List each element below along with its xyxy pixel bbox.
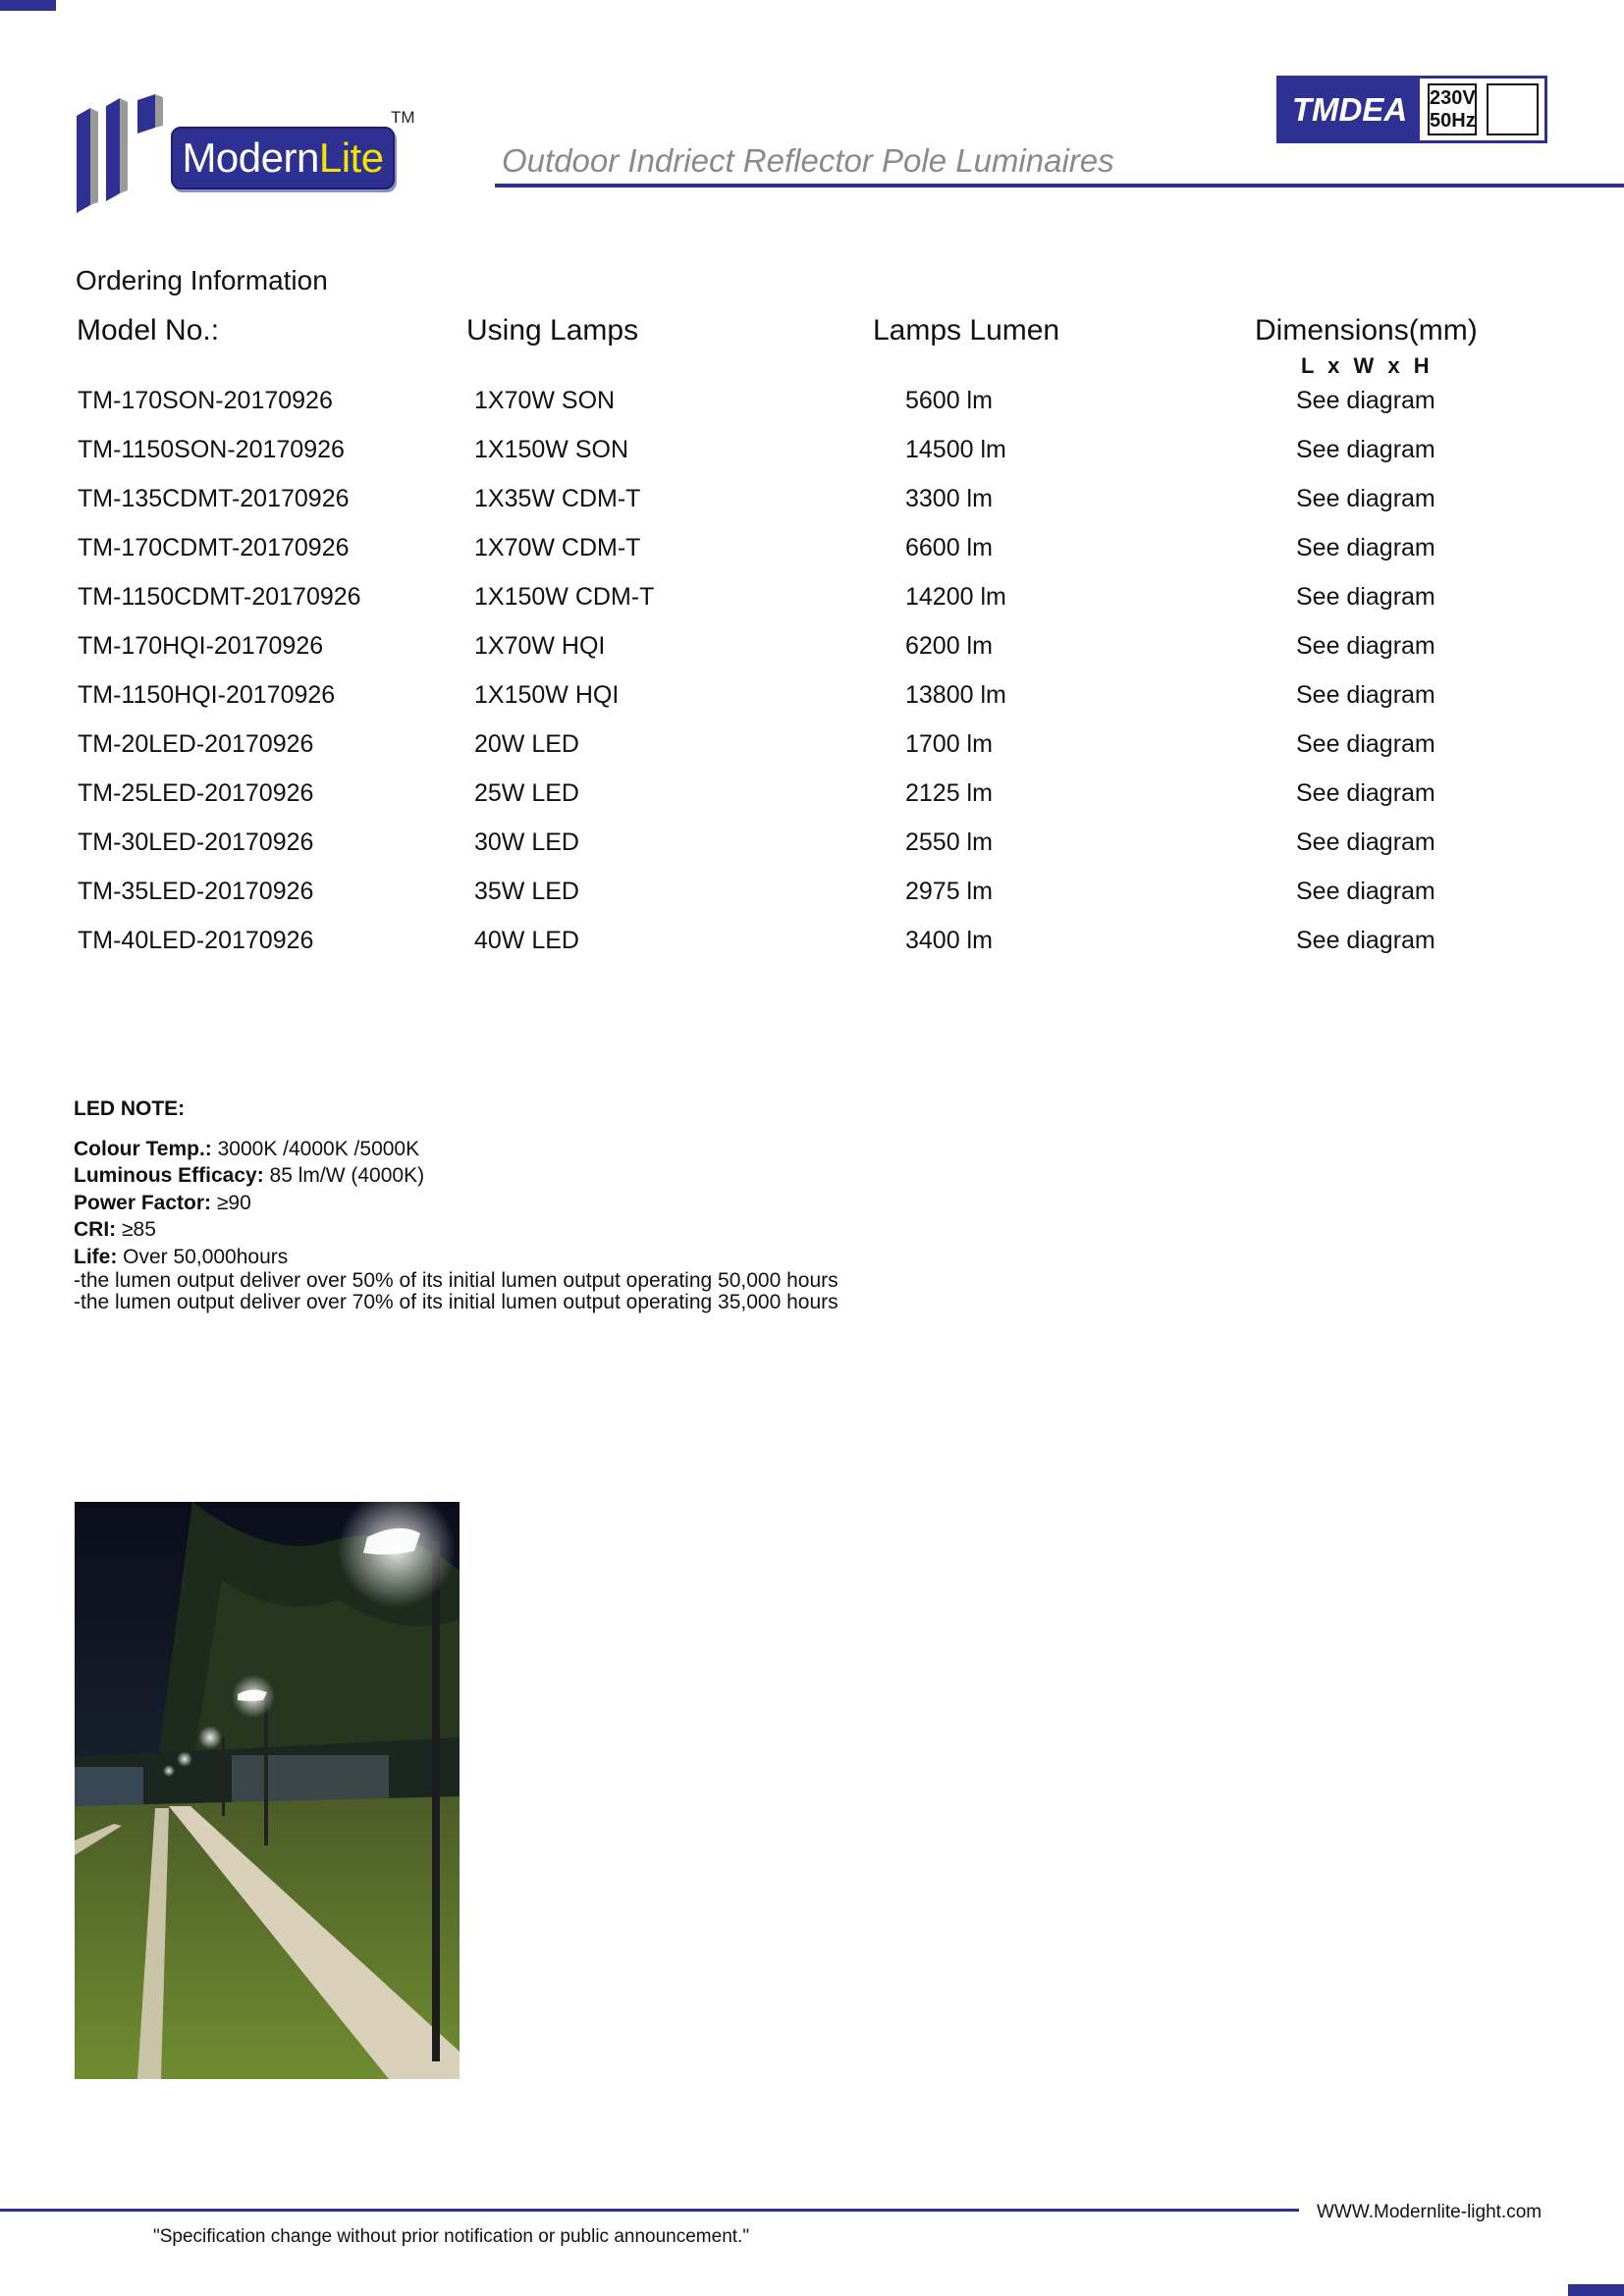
logo-mark-icon (75, 94, 183, 217)
spec-value: ≥85 (116, 1218, 156, 1241)
model-cell: TM-20LED-20170926 (78, 730, 314, 758)
lumen-cell: 2975 lm (905, 878, 993, 905)
spec-line (74, 1162, 839, 1190)
lumen-cell: 14500 lm (905, 436, 1006, 463)
voltage-line1: 230V (1430, 87, 1476, 109)
lamp-cell: 1X70W HQI (474, 632, 606, 660)
spec-label: Colour Temp.: (74, 1137, 212, 1160)
spec-label: Life: (74, 1245, 118, 1268)
note-line: -the lumen output deliver over 50% of its initial lumen output operating 50,000 hours (74, 1269, 839, 1292)
footer-divider (0, 2209, 1299, 2212)
lumen-cell: 6600 lm (905, 534, 993, 561)
header-divider (495, 184, 1624, 187)
dimensions-cell: See diagram (1296, 878, 1435, 905)
spec-value: Over 50,000hours (117, 1245, 289, 1268)
spec-label: Power Factor: (74, 1191, 212, 1214)
footer-disclaimer: "Specification change without prior notification or public announcement." (153, 2226, 750, 2247)
model-cell: TM-170SON-20170926 (78, 387, 333, 414)
table-row (0, 381, 1624, 430)
dimensions-subheader: L x W x H (1301, 353, 1431, 378)
lamp-cell: 1X35W CDM-T (474, 485, 641, 512)
header-dimensions: Dimensions(mm) (1255, 314, 1478, 347)
certification-box (1487, 83, 1539, 135)
table-row (0, 577, 1624, 626)
table-row (0, 872, 1624, 921)
ordering-table (0, 381, 1624, 970)
dimensions-cell: See diagram (1296, 583, 1435, 611)
table-row (0, 774, 1624, 823)
lumen-cell: 6200 lm (905, 632, 993, 660)
spec-line (74, 1190, 839, 1217)
table-row (0, 724, 1624, 774)
brand-logo (75, 94, 428, 217)
note-line: -the lumen output deliver over 70% of its initial lumen output operating 35,000 hours (74, 1291, 839, 1313)
dimensions-cell: See diagram (1296, 485, 1435, 512)
model-cell: TM-30LED-20170926 (78, 828, 314, 856)
product-photo (75, 1502, 460, 2079)
lumen-cell: 3400 lm (905, 927, 993, 954)
lumen-cell: 5600 lm (905, 387, 993, 414)
led-specs (74, 1136, 839, 1271)
tmdea-badge (1276, 76, 1547, 143)
lamp-cell: 35W LED (474, 878, 579, 905)
lumen-cell: 1700 lm (905, 730, 993, 758)
tmdea-label: TMDEA (1279, 79, 1420, 140)
trademark-symbol: TM (391, 108, 415, 127)
lamp-cell: 1X150W SON (474, 436, 629, 463)
lamp-cell: 30W LED (474, 828, 579, 856)
header-lamps: Using Lamps (466, 314, 639, 347)
table-row (0, 675, 1624, 724)
lumen-cell: 2125 lm (905, 779, 993, 807)
lamp-cell: 20W LED (474, 730, 579, 758)
dimensions-cell: See diagram (1296, 927, 1435, 954)
spec-label: CRI: (74, 1218, 117, 1241)
spec-value: 3000K /4000K /5000K (211, 1137, 420, 1160)
dimensions-cell: See diagram (1296, 779, 1435, 807)
model-cell: TM-40LED-20170926 (78, 927, 314, 954)
model-cell: TM-35LED-20170926 (78, 878, 314, 905)
section-title: Ordering Information (76, 265, 328, 295)
dimensions-cell: See diagram (1296, 534, 1435, 561)
dimensions-cell: See diagram (1296, 681, 1435, 709)
lamp-cell: 40W LED (474, 927, 579, 954)
lamp-cell: 1X70W SON (474, 387, 616, 414)
lamp-cell: 25W LED (474, 779, 579, 807)
corner-accent-bottom (1568, 2284, 1624, 2296)
logo-wordmark: ModernLite (171, 127, 395, 189)
table-row (0, 823, 1624, 872)
model-cell: TM-1150SON-20170926 (78, 436, 345, 463)
table-row (0, 626, 1624, 675)
header-model: Model No.: (77, 314, 220, 347)
lamp-cell: 1X150W CDM-T (474, 583, 655, 611)
dimensions-cell: See diagram (1296, 632, 1435, 660)
spec-value: 85 lm/W (4000K) (263, 1164, 425, 1187)
lumen-cell: 14200 lm (905, 583, 1006, 611)
model-cell: TM-25LED-20170926 (78, 779, 314, 807)
spec-label: Luminous Efficacy: (74, 1164, 264, 1187)
header-lumen: Lamps Lumen (873, 314, 1060, 347)
table-row (0, 479, 1624, 528)
voltage-line2: 50Hz (1430, 110, 1476, 132)
lumen-cell: 13800 lm (905, 681, 1006, 709)
table-row (0, 528, 1624, 577)
dimensions-cell: See diagram (1296, 730, 1435, 758)
model-cell: TM-170CDMT-20170926 (78, 534, 350, 561)
led-note-title: LED NOTE: (74, 1097, 186, 1120)
corner-accent-top (0, 0, 56, 11)
spec-line (74, 1244, 839, 1271)
model-cell: TM-1150HQI-20170926 (78, 681, 336, 709)
lamp-cell: 1X150W HQI (474, 681, 620, 709)
dimensions-cell: See diagram (1296, 436, 1435, 463)
lumen-cell: 3300 lm (905, 485, 993, 512)
table-row (0, 921, 1624, 970)
led-note (74, 1095, 839, 1313)
spec-line (74, 1216, 839, 1244)
lumen-cell: 2550 lm (905, 828, 993, 856)
dimensions-cell: See diagram (1296, 828, 1435, 856)
led-note-lines (74, 1270, 839, 1313)
table-row (0, 430, 1624, 479)
footer-website[interactable]: WWW.Modernlite-light.com (1317, 2202, 1543, 2222)
voltage-box (1428, 83, 1477, 135)
spec-line (74, 1136, 839, 1163)
model-cell: TM-1150CDMT-20170926 (78, 583, 361, 611)
lamp-cell: 1X70W CDM-T (474, 534, 641, 561)
dimensions-cell: See diagram (1296, 387, 1435, 414)
model-cell: TM-170HQI-20170926 (78, 632, 324, 660)
model-cell: TM-135CDMT-20170926 (78, 485, 350, 512)
page-title: Outdoor Indriect Reflector Pole Luminaires (502, 142, 1114, 179)
spec-value: ≥90 (211, 1191, 251, 1214)
